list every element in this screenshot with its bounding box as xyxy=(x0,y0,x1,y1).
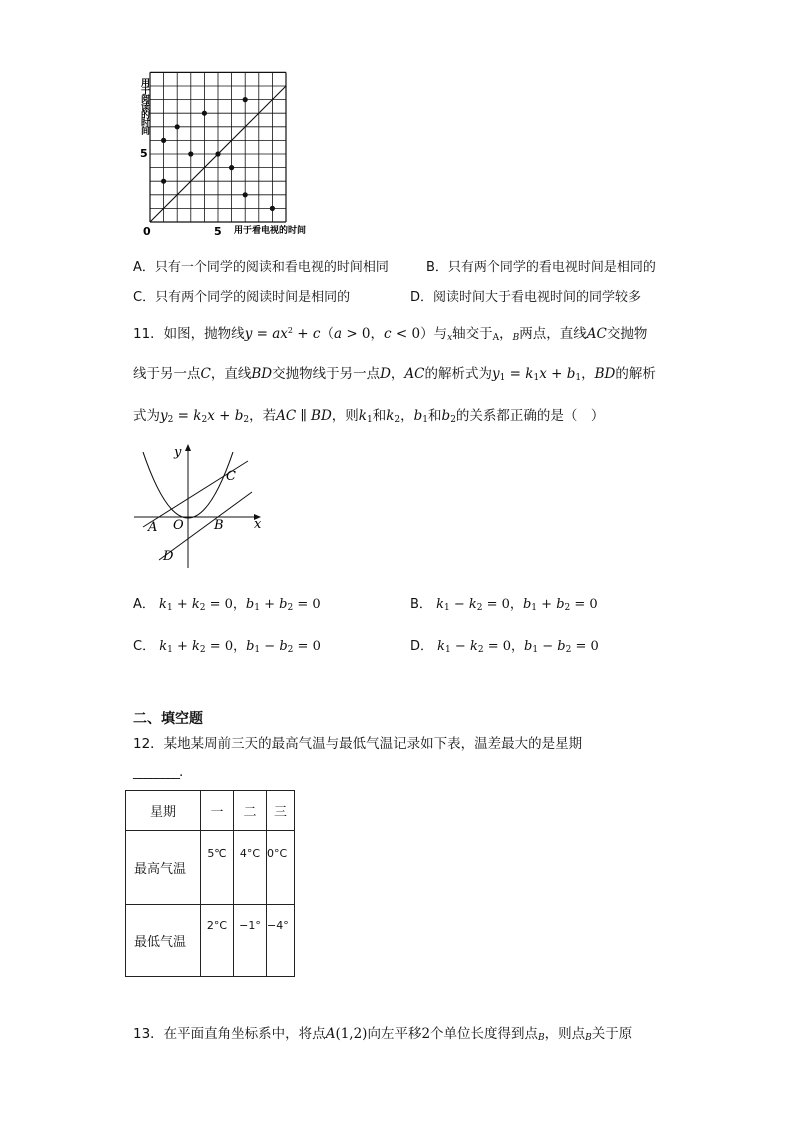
data-point-7 xyxy=(229,165,234,170)
q10-option-d[interactable]: D．阅读时间大于看电视时间的同学较多 xyxy=(410,290,642,305)
table-row xyxy=(126,831,295,905)
q11-line-1: 11．如图，抛物线$y = ax^2 + c(a > 0$，c < 0）与x轴交于A，B两点，直线AC交抛物 xyxy=(133,326,648,343)
table-cell: 2°C xyxy=(201,905,234,977)
q11-figure xyxy=(130,440,270,575)
data-point-5 xyxy=(202,111,207,116)
q12-blank[interactable]: ________. xyxy=(133,764,183,780)
q10-xlabel: 用于看电视的时间 xyxy=(234,226,307,236)
q11-line-2: 线于另一点C，直线BD交抛物线于另一点D，AC的解析式为y1 = k1x + b1，BD的解析 xyxy=(133,366,656,383)
q11-y-arrow xyxy=(185,444,191,451)
q10-xtick-5: 5 xyxy=(214,225,222,238)
q10-option-a[interactable]: A．只有一个同学的阅读和看电视的时间相同 xyxy=(133,260,389,275)
table-row xyxy=(126,905,295,977)
table-cell: 最低气温 xyxy=(126,905,201,977)
q11-option-c[interactable]: C． k1 + k2 = 0，b1 − b2 = 0 xyxy=(133,639,321,655)
data-point-9 xyxy=(243,192,248,197)
q10-xtick-0: 0 xyxy=(143,225,151,238)
data-point-4 xyxy=(188,151,193,156)
q10-ytick-5: 5 xyxy=(140,147,148,160)
q11-label-y: y xyxy=(174,445,182,460)
table-cell: 二 xyxy=(234,791,267,831)
table-row xyxy=(126,791,295,831)
q11-label-b: B xyxy=(214,518,224,533)
data-point-1 xyxy=(161,138,166,143)
q11-label-c: C xyxy=(226,469,236,484)
q10-grid xyxy=(150,72,286,222)
data-point-6 xyxy=(215,151,220,156)
table-cell: 4°C xyxy=(234,831,267,905)
section-title: 二、填空题 xyxy=(133,711,203,727)
table-cell: −4° xyxy=(267,905,295,977)
q11-option-a[interactable]: A． k1 + k2 = 0，b1 + b2 = 0 xyxy=(133,597,321,613)
q10-option-b[interactable]: B．只有两个同学的看电视时间是相同的 xyxy=(426,260,656,275)
q10-option-c[interactable]: C．只有两个同学的阅读时间是相同的 xyxy=(133,290,351,305)
q10-scatter-chart xyxy=(138,70,338,242)
q12-text: 12．某地某周前三天的最高气温与最低气温记录如下表，温差最大的是星期 xyxy=(133,736,583,752)
data-point-8 xyxy=(243,97,248,102)
q11-label-o: O xyxy=(173,518,184,533)
table-cell: 最高气温 xyxy=(126,831,201,905)
q11-option-d[interactable]: D． k1 − k2 = 0，b1 − b2 = 0 xyxy=(410,639,599,655)
table-cell: 三 xyxy=(267,791,295,831)
table-cell: 星期 xyxy=(126,791,201,831)
data-point-10 xyxy=(270,206,275,211)
q11-label-x: x xyxy=(254,517,262,532)
table-cell: −1° xyxy=(234,905,267,977)
table-cell: 一 xyxy=(201,791,234,831)
q10-ylabel: 用于阅读的时间 xyxy=(139,78,149,134)
data-point-3 xyxy=(175,124,180,129)
q12-temperature-table xyxy=(125,790,295,977)
q13-text: 13．在平面直角坐标系中，将点A(1,2)向左平移2个单位长度得到点B，则点B关于原 xyxy=(133,1026,633,1043)
q11-label-a: A xyxy=(148,520,158,535)
q11-line-3: 式为y2 = k2x + b2，若AC ∥ BD，则k1和k2，b1和b2的关系都正确的是（ ） xyxy=(133,408,605,425)
table-cell: 5℃ xyxy=(201,831,234,905)
q11-option-b[interactable]: B． k1 − k2 = 0，b1 + b2 = 0 xyxy=(410,597,598,613)
data-point-2 xyxy=(161,179,166,184)
table-cell: 0°C xyxy=(267,831,295,905)
q11-label-d: D xyxy=(163,549,174,564)
